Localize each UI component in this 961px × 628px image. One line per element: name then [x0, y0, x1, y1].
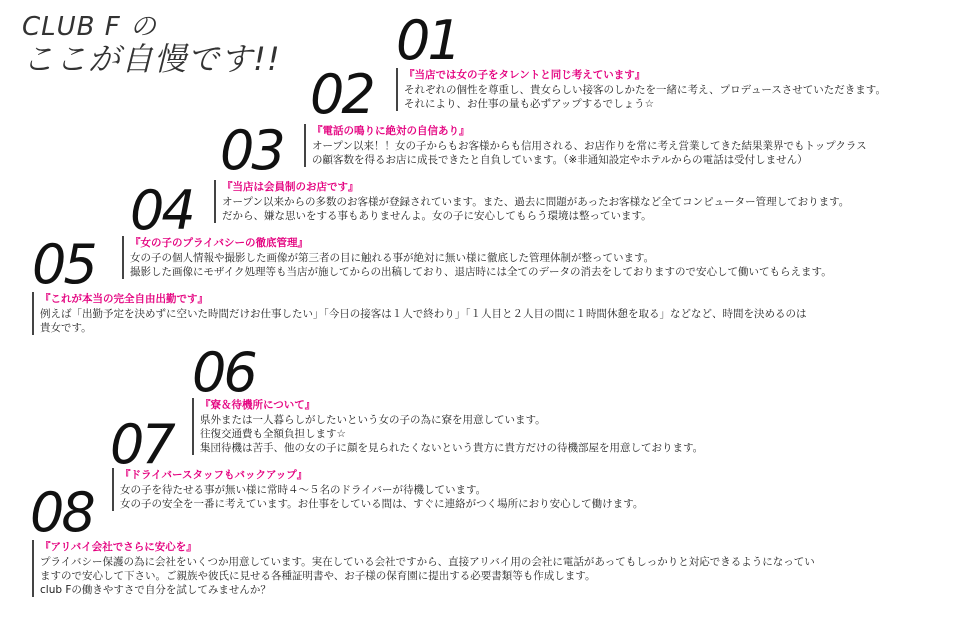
feature-03-title: 『当店は会員制のお店です』 [222, 181, 359, 193]
feature-08-line: club Fの働きやすさで自分を試してみませんか？ [40, 584, 271, 596]
feature-07-title: 『ドライバースタッフもバックアップ』 [120, 469, 308, 481]
feature-08 [32, 540, 945, 597]
number-02: 02 [310, 63, 373, 126]
number-07: 07 [110, 413, 173, 476]
feature-07-line: 女の子の安全を一番に考えています。お仕事をしている間は、すぐに連絡がつく場所におり安心して働けます。 [120, 498, 644, 510]
feature-08-line: ますので安心して下さい。ご親族や彼氏に見せる各種証明書や、お子様の保育園に提出する必要書類等も作成します。 [40, 570, 596, 582]
feature-06-line: 集団待機は苦手、他の女の子に顔を見られたくないという貴方に貴方だけの待機部屋を用意しております。 [200, 442, 704, 454]
feature-03-line: オープン以来からの多数のお客様が登録されています。また、過去に問題があったお客様など全てコンピューター管理しております。 [222, 196, 850, 208]
feature-01-line: それぞれの個性を尊重し、貴女らしい接客のしかたを一緒に考え、プロデュースさせていただきます。 [404, 84, 886, 96]
feature-05-title: 『これが本当の完全自由出勤です』 [40, 293, 208, 305]
feature-04-line: 撮影した画像にモザイク処理等も当店が施してからの出稿しており、退店時には全てのデータの消去をしておりますので安心して働いてもらえます。 [130, 266, 832, 278]
feature-04-line: 女の子の個人情報や撮影した画像が第三者の目に触れる事が絶対に無い様に徹底した管理体制が整っています。 [130, 252, 655, 264]
headline-line-2: ここが自慢です!! [22, 40, 281, 79]
feature-06 [192, 398, 703, 455]
feature-05 [32, 292, 940, 335]
number-01: 01 [396, 9, 459, 72]
headline-line-1: CLUB F の [22, 12, 157, 42]
feature-02-line: オープン以来！！女の子からもお客様からも信用される、お店作りを常に考え営業してきた結果業界でもトップクラス [312, 140, 867, 152]
number-05: 05 [32, 233, 95, 296]
feature-02 [304, 124, 867, 167]
feature-05-line: 貴女です。 [40, 322, 92, 334]
feature-06-title: 『寮＆待機所について』 [200, 399, 316, 411]
feature-08-title: 『アリバイ会社でさらに安心を』 [40, 541, 197, 553]
feature-06-line: 往復交通費も全額負担します☆ [200, 428, 346, 440]
feature-06-line: 県外または一人暮らしがしたいという女の子の為に寮を用意しています。 [200, 414, 546, 426]
number-08: 08 [30, 481, 93, 544]
feature-07-line: 女の子を待たせる事が無い様に常時４～５名のドライバーが待機しています。 [120, 484, 487, 496]
feature-05-line: 例えば「出勤予定を決めずに空いた時間だけお仕事したい」「今日の接客は１人で終わり」「１人目と２人目の間に１時間休憩を取る」などなど、時間を決めるのは [40, 308, 807, 320]
number-03: 03 [220, 119, 283, 182]
number-04: 04 [130, 179, 193, 242]
number-06: 06 [192, 341, 255, 404]
feature-04-title: 『女の子のプライバシーの徹底管理』 [130, 237, 308, 249]
feature-02-line: の顧客数を得るお店に成長できたと自負しています。（※非通知設定やホテルからの電話は受付しません） [312, 154, 808, 166]
feature-07 [112, 468, 643, 511]
feature-02-title: 『電話の鳴りに絶対の自信あり』 [312, 125, 470, 137]
feature-08-line: プライバシー保護の為に会社をいくつか用意しています。実在している会社ですから、直接アリバイ用の会社に電話があってもしっかりと対応できるようになってい [40, 556, 815, 568]
feature-01-line: それにより、お仕事の量も必ずアップするでしょう☆ [404, 98, 655, 110]
feature-01 [396, 68, 886, 111]
page-headline [22, 14, 281, 77]
feature-03 [214, 180, 849, 223]
feature-04 [122, 236, 832, 279]
feature-01-title: 『当店では女の子をタレントと同じ考えています』 [404, 69, 646, 81]
feature-03-line: だから、嫌な思いをする事もありませんよ。女の子に安心してもらう環境は整っています。 [222, 210, 652, 222]
